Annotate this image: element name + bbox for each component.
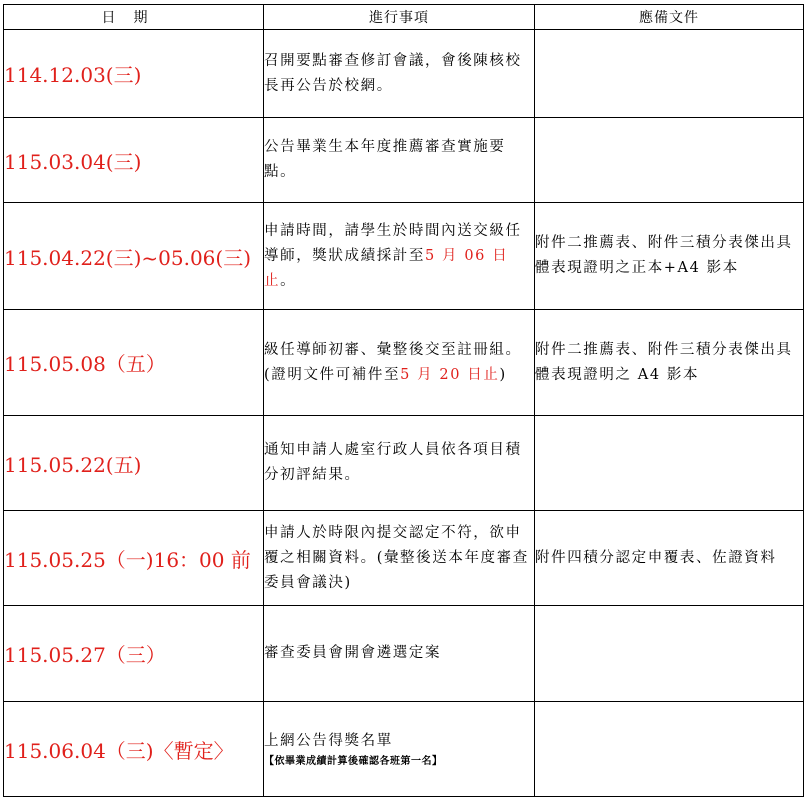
- row-docs: [535, 416, 804, 511]
- row-docs: [535, 118, 804, 203]
- task-text: 上網公告得獎名單: [264, 732, 393, 749]
- table-row: [4, 606, 804, 702]
- row-task: 公告畢業生本年度推薦審查實施要點。: [264, 118, 535, 203]
- row-date: 115.04.22(三)~05.06(三): [4, 203, 264, 310]
- task-note: 【依畢業成績計算後確認各班第一名】: [264, 755, 443, 767]
- row-date: 115.05.08（五）: [4, 310, 264, 416]
- table-row: [4, 118, 804, 203]
- deadline-text: 5 月 06 日止: [264, 247, 509, 289]
- header-row: [4, 5, 804, 30]
- row-date: 115.05.27（三）: [4, 606, 264, 702]
- row-task: [264, 203, 535, 310]
- row-task: 通知申請人處室行政人員依各項目積分初評結果。: [264, 416, 535, 511]
- row-task: 審查委員會開會遴選定案: [264, 606, 535, 702]
- table-row: [4, 702, 804, 797]
- table-row: [4, 310, 804, 416]
- row-docs: [535, 30, 804, 118]
- row-task: [264, 702, 535, 797]
- row-docs: 附件二推薦表、附件三積分表傑出具體表現證明之 A4 影本: [535, 310, 804, 416]
- row-docs: [535, 606, 804, 702]
- row-docs: 附件二推薦表、附件三積分表傑出具體表現證明之正本+A4 影本: [535, 203, 804, 310]
- row-docs: 附件四積分認定申覆表、佐證資料: [535, 511, 804, 606]
- row-date: 115.05.22(五): [4, 416, 264, 511]
- header-task: 進行事項: [264, 5, 535, 30]
- row-date: 115.06.04（三)〈暫定〉: [4, 702, 264, 797]
- row-docs: [535, 702, 804, 797]
- table-row: [4, 30, 804, 118]
- table-row: [4, 511, 804, 606]
- task-text: 級任導師初審、彙整後交至註冊組。(證明文件可補件至: [264, 341, 522, 383]
- task-text-end: ): [499, 366, 507, 383]
- row-date: 114.12.03(三): [4, 30, 264, 118]
- task-text: 申請時間，請學生於時間內送交級任導師，獎狀成績採計至: [264, 222, 522, 264]
- row-task: 召開要點審查修訂會議，會後陳核校長再公告於校網。: [264, 30, 535, 118]
- deadline-text: 5 月 20 日止: [400, 366, 500, 383]
- header-docs: 應備文件: [535, 5, 804, 30]
- schedule-table: [3, 4, 804, 797]
- task-text-end: 。: [280, 272, 297, 289]
- row-date: 115.03.04(三): [4, 118, 264, 203]
- row-task: 申請人於時限內提交認定不符，欲申覆之相關資料。(彙整後送本年度審查委員會議決): [264, 511, 535, 606]
- header-date: 日期: [4, 5, 264, 30]
- row-date: 115.05.25（一)16：00 前: [4, 511, 264, 606]
- table-row: [4, 416, 804, 511]
- table-row: [4, 203, 804, 310]
- row-task: [264, 310, 535, 416]
